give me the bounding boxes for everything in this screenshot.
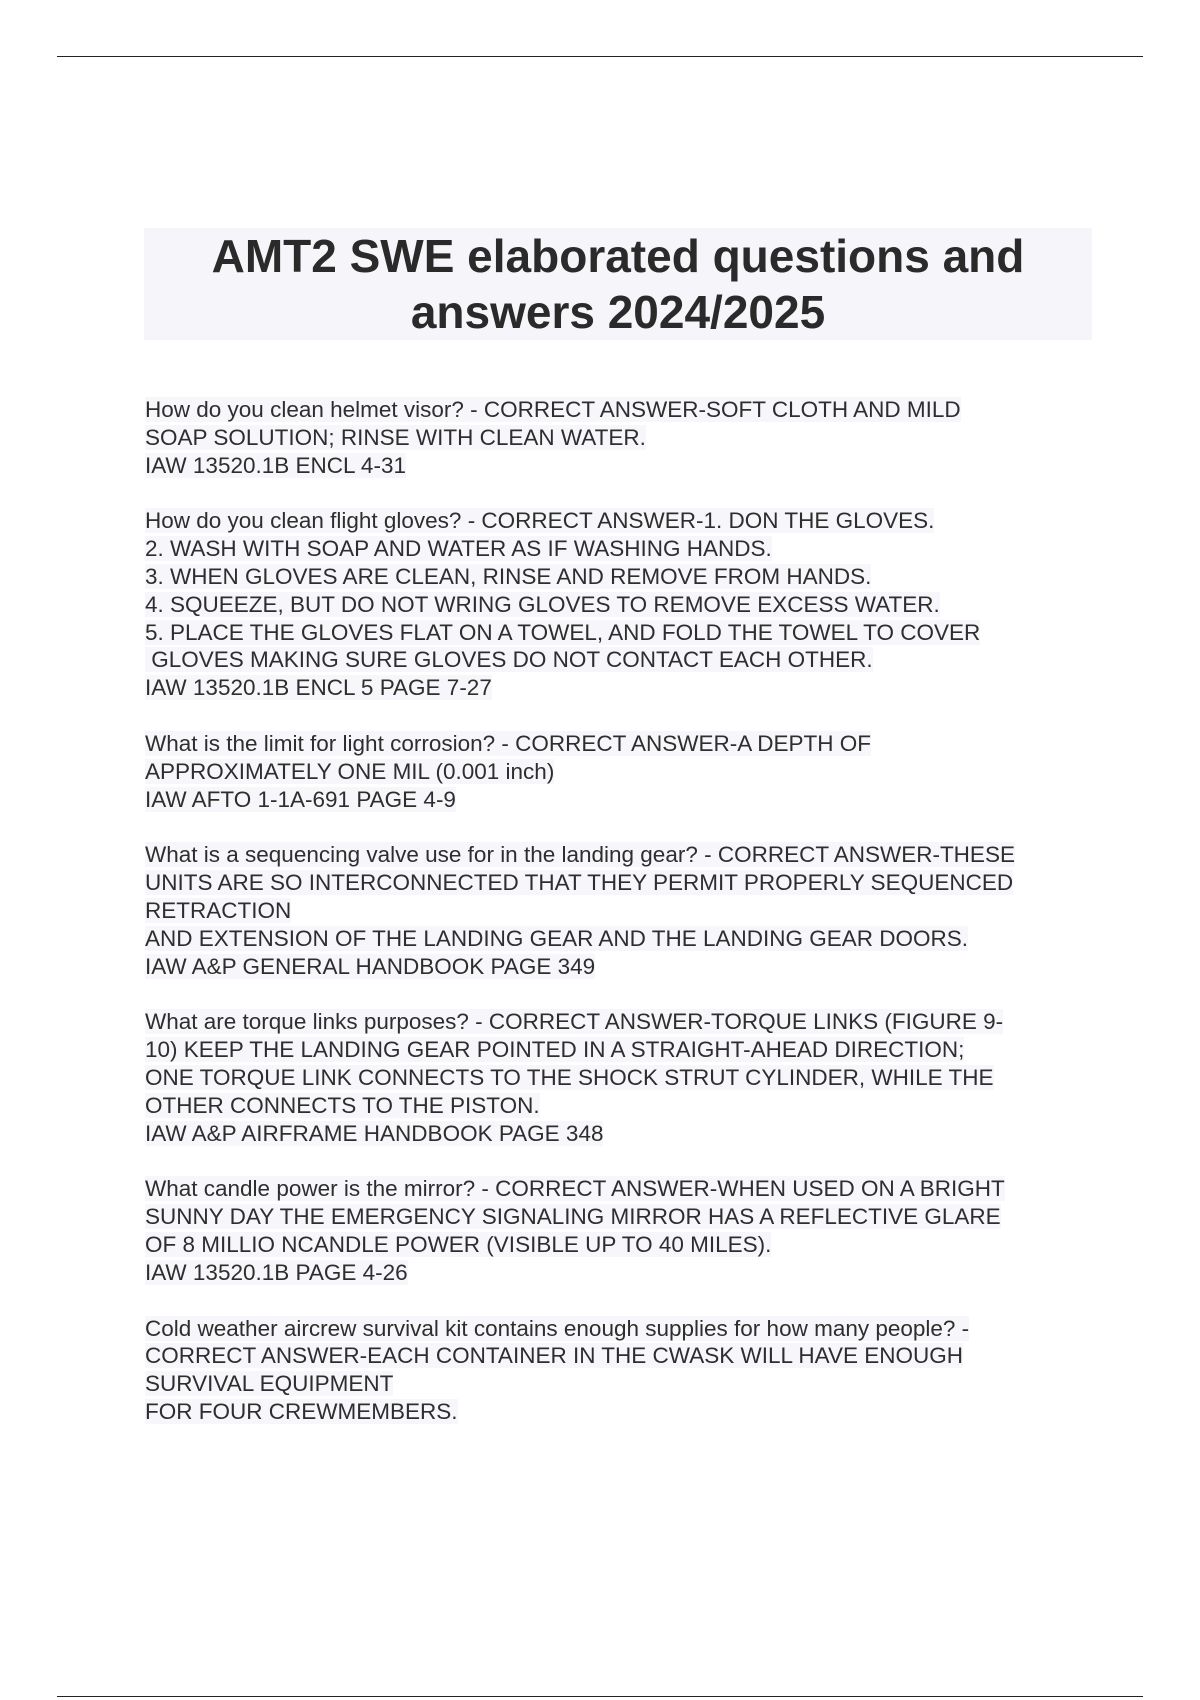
qa-line-text: What candle power is the mirror? - CORRECT ANSWER-WHEN USED ON A BRIGHT — [145, 1176, 1005, 1202]
qa-line-text: UNITS ARE SO INTERCONNECTED THAT THEY PERMIT PROPERLY SEQUENCED — [145, 870, 1014, 896]
qa-line-text: 4. SQUEEZE, BUT DO NOT WRING GLOVES TO REMOVE EXCESS WATER. — [145, 591, 940, 617]
qa-line — [145, 1370, 1105, 1398]
qa-line-text: FOR FOUR CREWMEMBERS. — [145, 1398, 458, 1424]
qa-line — [145, 869, 1105, 897]
qa-line — [145, 1398, 1105, 1426]
qa-line — [145, 507, 1105, 535]
qa-line — [145, 897, 1105, 925]
qa-line — [145, 1259, 1105, 1287]
qa-line-text: What are torque links purposes? - CORRECT ANSWER-TORQUE LINKS (FIGURE 9- — [145, 1009, 1004, 1035]
qa-line — [145, 563, 1105, 591]
qa-line — [145, 1120, 1105, 1148]
qa-line-text: SURVIVAL EQUIPMENT — [145, 1371, 394, 1397]
qa-line-text: IAW 13520.1B ENCL 5 PAGE 7-27 — [145, 675, 492, 701]
qa-line — [145, 619, 1105, 647]
qa-line-text: IAW A&P GENERAL HANDBOOK PAGE 349 — [145, 953, 596, 979]
qa-line — [145, 1175, 1105, 1203]
qa-line — [145, 786, 1105, 814]
qa-line-text: RETRACTION — [145, 897, 292, 923]
qa-item — [145, 507, 1105, 702]
qa-line-text: How do you clean helmet visor? - CORRECT ANSWER-SOFT CLOTH AND MILD — [145, 397, 961, 422]
qa-line — [145, 758, 1105, 786]
qa-line — [145, 1008, 1105, 1036]
qa-line — [145, 646, 1105, 674]
qa-line-text: IAW 13520.1B ENCL 4-31 — [145, 452, 406, 478]
qa-line-text: ONE TORQUE LINK CONNECTS TO THE SHOCK STRUT CYLINDER, WHILE THE — [145, 1064, 994, 1090]
qa-list — [145, 396, 1105, 1454]
qa-line — [145, 841, 1105, 869]
qa-line-text: IAW AFTO 1-1A-691 PAGE 4-9 — [145, 786, 456, 812]
document-title — [212, 228, 1025, 340]
qa-line-text: SOAP SOLUTION; RINSE WITH CLEAN WATER. — [145, 424, 646, 450]
qa-line — [145, 1342, 1105, 1370]
title-line-1: AMT2 SWE elaborated questions and — [211, 230, 1025, 282]
qa-line — [145, 1064, 1105, 1092]
qa-line — [145, 1092, 1105, 1120]
title-banner — [144, 228, 1092, 340]
qa-line — [145, 1231, 1105, 1259]
qa-line-text: 2. WASH WITH SOAP AND WATER AS IF WASHING HANDS. — [145, 536, 772, 562]
qa-line-text: OTHER CONNECTS TO THE PISTON. — [145, 1092, 540, 1118]
qa-line — [145, 953, 1105, 981]
qa-line — [145, 1203, 1105, 1231]
qa-line — [145, 396, 1105, 424]
qa-line — [145, 674, 1105, 702]
qa-line-text: OF 8 MILLIO NCANDLE POWER (VISIBLE UP TO 40 MILES). — [145, 1231, 772, 1257]
qa-line — [145, 424, 1105, 452]
qa-item — [145, 1008, 1105, 1147]
qa-line — [145, 1315, 1105, 1343]
qa-line-text: 3. WHEN GLOVES ARE CLEAN, RINSE AND REMOVE FROM HANDS. — [145, 563, 872, 589]
qa-line-text: 10) KEEP THE LANDING GEAR POINTED IN A STRAIGHT-AHEAD DIRECTION; — [145, 1037, 965, 1063]
qa-line — [145, 452, 1105, 480]
top-rule — [57, 56, 1143, 57]
qa-item — [145, 396, 1105, 479]
qa-item — [145, 841, 1105, 980]
qa-line-text: IAW 13520.1B PAGE 4-26 — [145, 1259, 408, 1285]
qa-line — [145, 591, 1105, 619]
qa-item — [145, 730, 1105, 813]
qa-line-text: Cold weather aircrew survival kit contains enough supplies for how many people? - — [145, 1315, 970, 1341]
qa-line-text: SUNNY DAY THE EMERGENCY SIGNALING MIRROR HAS A REFLECTIVE GLARE — [145, 1204, 1001, 1230]
qa-line — [145, 1036, 1105, 1064]
bottom-rule — [57, 1696, 1143, 1697]
qa-line-text: What is the limit for light corrosion? - CORRECT ANSWER-A DEPTH OF — [145, 730, 871, 756]
qa-line — [145, 730, 1105, 758]
qa-line — [145, 535, 1105, 563]
qa-line-text: 5. PLACE THE GLOVES FLAT ON A TOWEL, AND FOLD THE TOWEL TO COVER — [145, 619, 981, 645]
qa-line-text: GLOVES MAKING SURE GLOVES DO NOT CONTACT EACH OTHER. — [145, 647, 873, 673]
qa-item — [145, 1175, 1105, 1286]
qa-line-text: APPROXIMATELY ONE MIL (0.001 inch) — [145, 758, 555, 784]
qa-item — [145, 1315, 1105, 1426]
qa-line-text: AND EXTENSION OF THE LANDING GEAR AND THE LANDING GEAR DOORS. — [145, 925, 969, 951]
title-line-2: answers 2024/2025 — [410, 286, 826, 338]
qa-line-text: IAW A&P AIRFRAME HANDBOOK PAGE 348 — [145, 1120, 604, 1146]
qa-line-text: What is a sequencing valve use for in the landing gear? - CORRECT ANSWER-THESE — [145, 842, 1015, 868]
qa-line-text: CORRECT ANSWER-EACH CONTAINER IN THE CWASK WILL HAVE ENOUGH — [145, 1343, 964, 1369]
qa-line-text: How do you clean flight gloves? - CORRECT ANSWER-1. DON THE GLOVES. — [145, 508, 935, 534]
qa-line — [145, 925, 1105, 953]
